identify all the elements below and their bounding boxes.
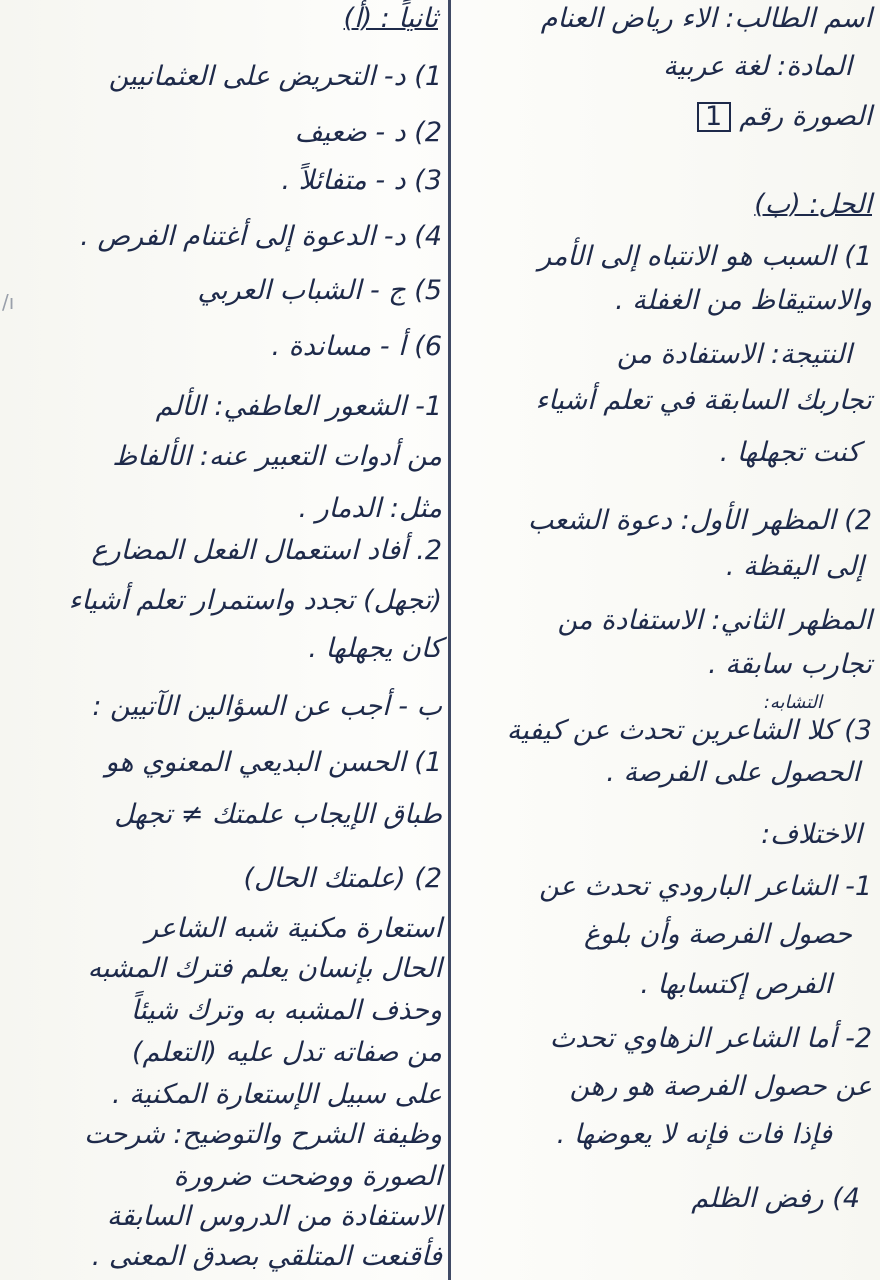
answer-line: 6) أ - مساندة . (271, 331, 442, 362)
answer-line: 1) السبب هو الانتباه إلى الأمر (538, 241, 872, 272)
answer-line: مثل: الدمار . (298, 493, 442, 524)
answer-line: تجاربك السابقة في تعلم أشياء (535, 385, 872, 416)
section-heading: ثانياً : (أ) (343, 3, 438, 34)
answer-line: 5) ج - الشباب العربي (197, 275, 442, 306)
answer-line: 1- الشعور العاطفي: الألم (155, 391, 442, 422)
answer-line: كان يجهلها . (308, 633, 442, 664)
left-column (6, 0, 442, 1280)
answer-line: 1) الحسن البديعي المعنوي هو (105, 747, 442, 778)
answer-line: من أدوات التعبير عنه: الألفاظ (112, 441, 442, 472)
answer-line: وحذف المشبه به وترك شيئاً (130, 995, 442, 1026)
column-divider (448, 0, 451, 1280)
answer-line: 3) كلا الشاعرين تحدث عن كيفية (506, 715, 872, 746)
answer-line: من صفاته تدل عليه (التعلم) (132, 1037, 442, 1068)
answer-line: 2) (علمتك الحال) (243, 863, 442, 894)
image-number-line (697, 100, 872, 134)
image-number-label: الصورة رقم (739, 101, 872, 132)
answer-line: كنت تجهلها . (719, 437, 860, 468)
answer-line: 1) د- التحريض على العثمانيين (108, 61, 442, 92)
answer-line: (تجهل) تجدد واستمرار تعلم أشياء (68, 585, 442, 616)
student-name: اسم الطالب: الاء رياض العنام (540, 3, 872, 34)
answer-line: طباق الإيجاب علمتك ≠ تجهل (114, 799, 442, 830)
answer-line: وظيفة الشرح والتوضيح: شرحت (84, 1119, 442, 1150)
answer-line: الاختلاف: (761, 819, 862, 850)
answer-line: الصورة ووضحت ضرورة (173, 1161, 442, 1192)
answer-line: إلى اليقظة . (725, 551, 864, 582)
answer-line: 4) رفض الظلم (691, 1183, 860, 1214)
answer-line: النتيجة: الاستفادة من (616, 339, 852, 370)
answer-line: المظهر الثاني: الاستفادة من (557, 605, 872, 636)
answer-line: 2- أما الشاعر الزهاوي تحدث (549, 1023, 872, 1054)
answer-line: ب - أجب عن السؤالين الآتيين : (92, 691, 442, 722)
answer-line: عن حصول الفرصة هو رهن (569, 1071, 872, 1102)
answer-line: 3) د - متفائلاً . (281, 165, 442, 196)
answer-line: التشابه: (763, 692, 822, 713)
answer-line: 1- الشاعر البارودي تحدث عن (539, 871, 872, 902)
right-column (460, 0, 872, 1280)
answer-line: 2) المظهر الأول: دعوة الشعب (527, 505, 872, 536)
answer-line: الاستفادة من الدروس السابقة (106, 1201, 442, 1232)
answer-line: الفرص إكتسابها . (640, 969, 832, 1000)
answer-line: استعارة مكنية شبه الشاعر (145, 913, 442, 944)
answer-line: 4) د- الدعوة إلى أغتنام الفرص . (80, 221, 442, 252)
answer-line: تجارب سابقة . (708, 649, 872, 680)
answer-line: فإذا فات فإنه لا يعوضها . (556, 1119, 832, 1150)
answer-line: حصول الفرصة وأن بلوغ (584, 919, 852, 950)
answer-line: 2. أفاد استعمال الفعل المضارع (91, 535, 442, 566)
solution-label: الحل: (ب) (754, 189, 872, 220)
subject-line: المادة: لغة عربية (663, 51, 852, 82)
answer-line: الحال بإنسان يعلم فترك المشبه (87, 953, 442, 984)
answer-line: 2) د - ضعيف (294, 117, 442, 148)
answer-line: والاستيقاظ من الغفلة . (615, 285, 872, 316)
margin-mark: /ı (2, 290, 15, 314)
answer-line: على سبيل الإستعارة المكنية . (111, 1079, 442, 1110)
answer-line: فأقنعت المتلقي بصدق المعنى . (91, 1241, 442, 1272)
image-number-box: 1 (697, 102, 731, 132)
answer-line: الحصول على الفرصة . (606, 757, 860, 788)
